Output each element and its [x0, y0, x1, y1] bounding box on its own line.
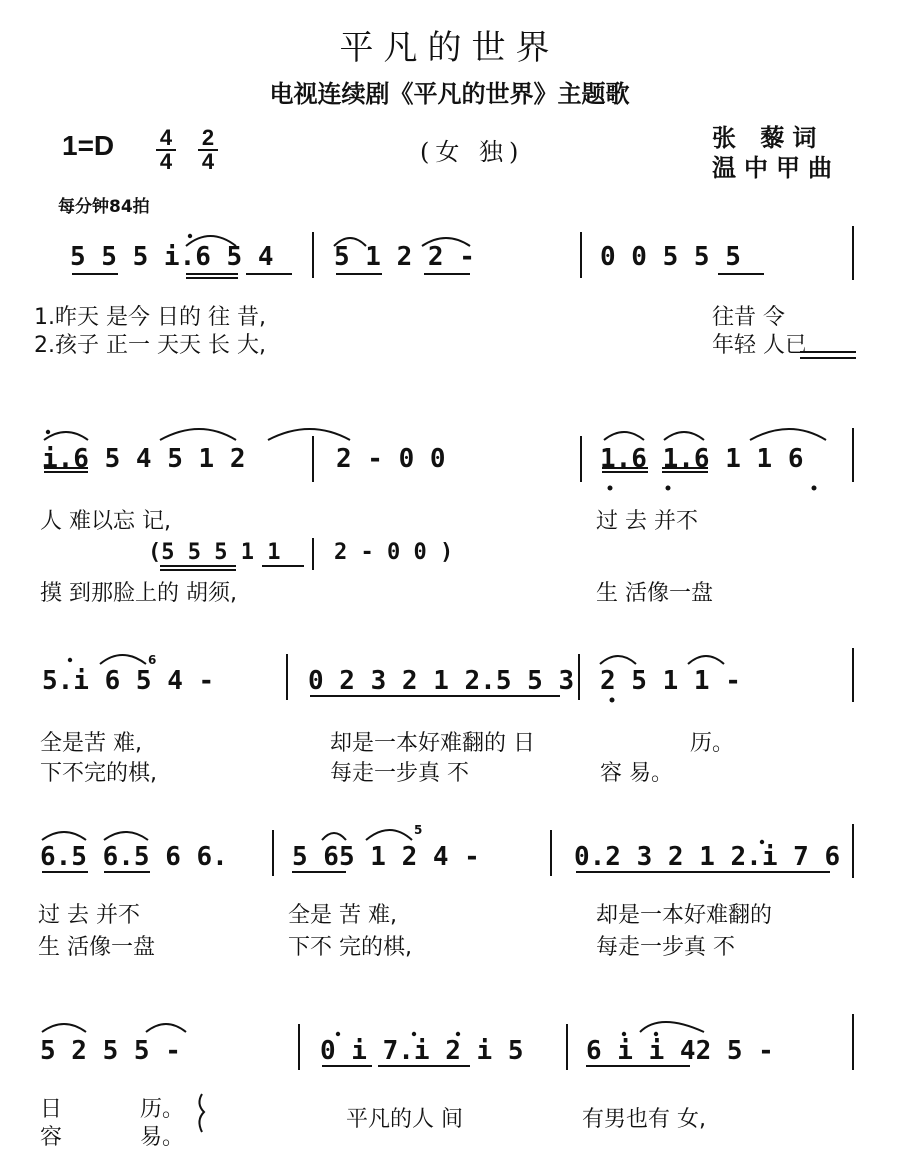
system-4-lyric-verse-2: 生 活像一盘 [38, 935, 155, 960]
system-2-lyric-verse-1-end: 过 去 并不 [596, 509, 698, 534]
barline [852, 226, 854, 280]
song-title: 平凡的世界 [339, 28, 560, 68]
system-5-lyric-verse-1-a: 日 [40, 1097, 63, 1122]
barline [312, 538, 314, 570]
barline [272, 830, 274, 876]
system-1-lyric-verse-2: 2.孩子 正一 天天 长 大, [34, 333, 266, 358]
tempo-marking: 每分钟84拍 [58, 197, 150, 217]
system-3-lyric-verse-1-mid: 却是一本好难翻的 日 [330, 731, 535, 756]
system-2-measure-3: 1.6 1.6 1 1 6 [600, 444, 804, 474]
svg-text:6: 6 [148, 653, 157, 667]
system-3-measure-3: 2 5 1 1 - [600, 666, 741, 696]
system-2-alternate-measure-2: 2 - 0 0 ) [334, 540, 454, 565]
system-5-measure-1: 5 2 5 5 - [40, 1036, 181, 1066]
system-5-lyric-verse-1-b: 历。 [140, 1097, 185, 1122]
system-3-lyric-verse-1-end: 历。 [690, 731, 735, 756]
system-3-lyric-verse-2-end: 容 易。 [600, 761, 673, 786]
system-5-lyric-chorus-b: 有男也有 女, [582, 1107, 706, 1132]
barline [852, 648, 854, 702]
system-2-alternate-measure-1: (5 5 5 1 1 [148, 540, 281, 565]
system-1-measure-1: 5 5 5 i.6 5 4 [70, 242, 274, 272]
system-5-lyric-chorus-a: 平凡的人 间 [346, 1107, 463, 1132]
system-4-lyric-verse-2-mid: 下不 完的棋, [288, 935, 412, 960]
system-2-measure-1: i.6 5 4 5 1 2 [42, 444, 246, 474]
barline [286, 654, 288, 700]
system-4-lyric-verse-2-end: 每走一步真 不 [596, 935, 735, 960]
barline [580, 436, 582, 482]
time-signature-2: 2 4 [198, 128, 218, 172]
system-2-lyric-verse-2: 摸 到那脸上的 胡须, [40, 581, 237, 606]
system-3-lyric-verse-2: 下不完的棋, [40, 761, 157, 786]
barline [566, 1024, 568, 1070]
system-1-lyric-verse-2-end: 年轻 人已 [712, 333, 807, 358]
system-1-lyric-verse-1: 1.昨天 是今 日的 往 昔, [34, 305, 266, 330]
system-1-measure-2: 5 1 2 2 - [334, 242, 475, 272]
system-5-lyric-verse-2-b: 易。 [140, 1125, 185, 1150]
system-5-measure-3: 6 i i 42 5 - [586, 1036, 774, 1066]
system-3-measure-1: 5.i 6 5 4 - [42, 666, 215, 696]
system-5-measure-2: 0 i 7.i 2 i 5 [320, 1036, 524, 1066]
system-3-measure-2: 0 2 3 2 1 2.5 5 3 [308, 666, 575, 696]
system-1-lyric-verse-1-end: 往昔 令 [712, 305, 785, 330]
system-4-lyric-verse-1-end: 却是一本好难翻的 [596, 903, 773, 928]
barline [298, 1024, 300, 1070]
song-subtitle: 电视连续剧《平凡的世界》主题歌 [269, 80, 630, 108]
barline [578, 654, 580, 700]
barline [312, 232, 314, 278]
system-4-measure-3: 0.2 3 2 1 2.i 7 6 [574, 842, 841, 872]
system-5-lyric-verse-2-a: 容 [40, 1125, 63, 1150]
system-4-measure-2: 5 65 1 2 4 - [292, 842, 480, 872]
system-3-lyric-verse-2-mid: 每走一步真 不 [330, 761, 469, 786]
barline [852, 1014, 854, 1070]
system-4-measure-1: 6.5 6.5 6 6. [40, 842, 228, 872]
barline [580, 232, 582, 278]
svg-text:5: 5 [414, 823, 423, 837]
system-3-lyric-verse-1: 全是苦 难, [40, 731, 142, 756]
system-2-measure-2: 2 - 0 0 [336, 444, 446, 474]
time-signature-1: 4 4 [156, 128, 176, 172]
system-4-lyric-verse-1: 过 去 并不 [38, 903, 140, 928]
performance-type: (女 独) [420, 138, 525, 166]
barline [312, 436, 314, 482]
barline [852, 428, 854, 482]
system-2-lyric-verse-1: 人 难以忘 记, [40, 509, 171, 534]
barline [550, 830, 552, 876]
system-4-lyric-verse-1-mid: 全是 苦 难, [288, 903, 397, 928]
key-signature: 1=D [62, 130, 115, 161]
barline [852, 824, 854, 878]
composer-credit: 温中甲曲 [712, 154, 840, 182]
system-1-measure-3: 0 0 5 5 5 [600, 242, 741, 272]
system-2-lyric-verse-2-end: 生 活像一盘 [596, 581, 713, 606]
lyricist-credit: 张 藜词 [712, 124, 825, 152]
